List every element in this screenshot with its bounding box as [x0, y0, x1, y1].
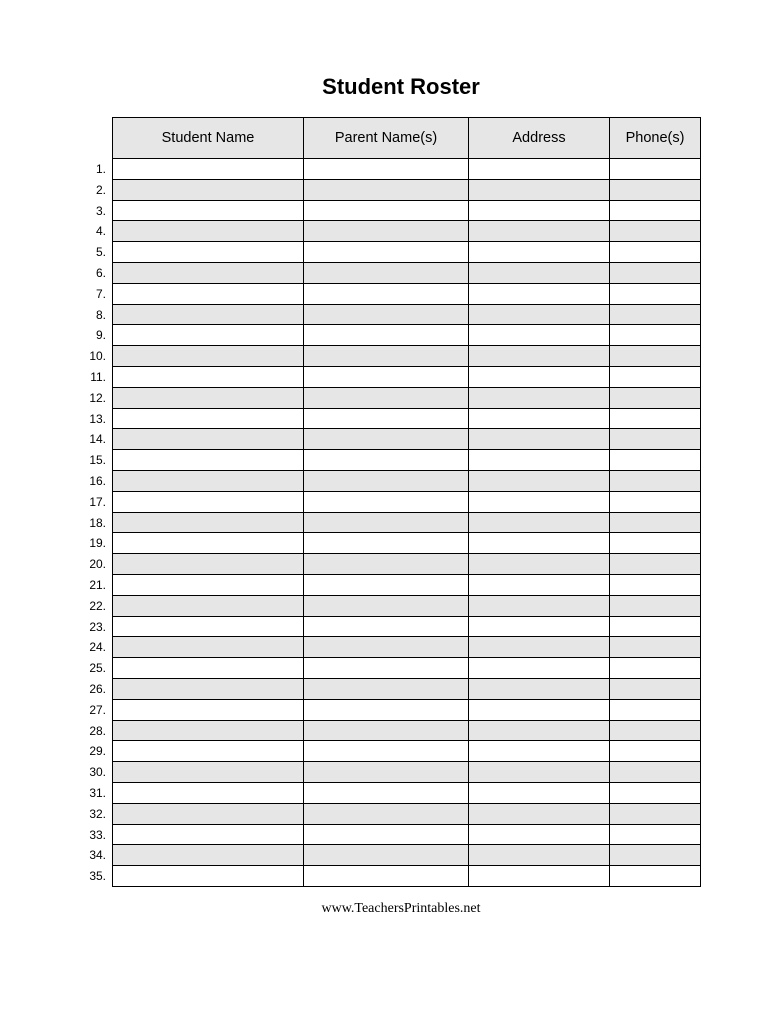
student-name-cell[interactable] [113, 658, 304, 679]
student-name-cell[interactable] [113, 533, 304, 554]
table-row [113, 491, 701, 512]
address-cell[interactable] [469, 574, 610, 595]
table-row [113, 262, 701, 283]
table-row [113, 803, 701, 824]
student-name-cell[interactable] [113, 470, 304, 491]
table-row [113, 741, 701, 762]
table-row [113, 533, 701, 554]
parent-names-cell[interactable] [304, 637, 469, 658]
phones-cell[interactable] [610, 159, 701, 180]
phones-cell[interactable] [610, 782, 701, 803]
table-row [113, 554, 701, 575]
address-cell[interactable] [469, 699, 610, 720]
row-number: 23. [89, 619, 106, 634]
student-name-cell[interactable] [113, 678, 304, 699]
phones-cell[interactable] [610, 616, 701, 637]
row-number: 14. [89, 432, 106, 447]
parent-names-cell[interactable] [304, 554, 469, 575]
address-cell[interactable] [469, 304, 610, 325]
student-name-cell[interactable] [113, 304, 304, 325]
column-header-student-name: Student Name [113, 118, 304, 159]
student-name-cell[interactable] [113, 554, 304, 575]
address-cell[interactable] [469, 637, 610, 658]
table-row [113, 616, 701, 637]
parent-names-cell[interactable] [304, 720, 469, 741]
table-row [113, 429, 701, 450]
address-cell[interactable] [469, 533, 610, 554]
phones-cell[interactable] [610, 554, 701, 575]
parent-names-cell[interactable] [304, 179, 469, 200]
address-cell[interactable] [469, 762, 610, 783]
address-cell[interactable] [469, 720, 610, 741]
address-cell[interactable] [469, 159, 610, 180]
parent-names-cell[interactable] [304, 470, 469, 491]
student-name-cell[interactable] [113, 366, 304, 387]
phones-cell[interactable] [610, 283, 701, 304]
address-cell[interactable] [469, 824, 610, 845]
table-row [113, 866, 701, 887]
roster-table [112, 117, 701, 887]
phones-cell[interactable] [610, 595, 701, 616]
row-number: 12. [89, 390, 106, 405]
roster-body [113, 159, 701, 887]
row-number: 15. [89, 453, 106, 468]
parent-names-cell[interactable] [304, 595, 469, 616]
parent-names-cell[interactable] [304, 762, 469, 783]
row-number: 16. [89, 473, 106, 488]
parent-names-cell[interactable] [304, 491, 469, 512]
parent-names-cell[interactable] [304, 782, 469, 803]
parent-names-cell[interactable] [304, 845, 469, 866]
row-number: 26. [89, 681, 106, 696]
row-number: 2. [95, 182, 106, 197]
table-row [113, 283, 701, 304]
table-row [113, 242, 701, 263]
address-cell[interactable] [469, 554, 610, 575]
phones-cell[interactable] [610, 512, 701, 533]
parent-names-cell[interactable] [304, 304, 469, 325]
parent-names-cell[interactable] [304, 574, 469, 595]
student-name-cell[interactable] [113, 387, 304, 408]
parent-names-cell[interactable] [304, 387, 469, 408]
parent-names-cell[interactable] [304, 242, 469, 263]
student-name-cell[interactable] [113, 699, 304, 720]
address-cell[interactable] [469, 616, 610, 637]
student-name-cell[interactable] [113, 803, 304, 824]
parent-names-cell[interactable] [304, 658, 469, 679]
phones-cell[interactable] [610, 262, 701, 283]
table-row [113, 637, 701, 658]
row-number: 8. [95, 307, 106, 322]
phones-cell[interactable] [610, 242, 701, 263]
table-row [113, 824, 701, 845]
page-title: Student Roster [322, 74, 480, 99]
phones-cell[interactable] [610, 803, 701, 824]
address-cell[interactable] [469, 470, 610, 491]
table-row [113, 304, 701, 325]
address-cell[interactable] [469, 221, 610, 242]
parent-names-cell[interactable] [304, 699, 469, 720]
address-cell[interactable] [469, 782, 610, 803]
address-cell[interactable] [469, 741, 610, 762]
row-number: 3. [95, 203, 106, 218]
student-name-cell[interactable] [113, 574, 304, 595]
phones-cell[interactable] [610, 762, 701, 783]
row-number-column [60, 159, 106, 887]
row-number: 27. [89, 702, 106, 717]
row-number: 34. [89, 848, 106, 863]
table-row [113, 387, 701, 408]
table-row [113, 221, 701, 242]
row-number: 30. [89, 765, 106, 780]
parent-names-cell[interactable] [304, 803, 469, 824]
table-row [113, 325, 701, 346]
row-number: 22. [89, 598, 106, 613]
phones-cell[interactable] [610, 824, 701, 845]
student-name-cell[interactable] [113, 429, 304, 450]
parent-names-cell[interactable] [304, 512, 469, 533]
row-number: 10. [89, 349, 106, 364]
table-row [113, 678, 701, 699]
footer-url: www.TeachersPrintables.net [321, 901, 481, 916]
row-number: 20. [89, 557, 106, 572]
row-number: 9. [95, 328, 106, 343]
phones-cell[interactable] [610, 491, 701, 512]
row-number: 4. [95, 224, 106, 239]
parent-names-cell[interactable] [304, 262, 469, 283]
phones-cell[interactable] [610, 200, 701, 221]
phones-cell[interactable] [610, 221, 701, 242]
parent-names-cell[interactable] [304, 741, 469, 762]
table-row [113, 762, 701, 783]
parent-names-cell[interactable] [304, 866, 469, 887]
address-cell[interactable] [469, 179, 610, 200]
student-name-cell[interactable] [113, 616, 304, 637]
student-name-cell[interactable] [113, 200, 304, 221]
column-header-phones: Phone(s) [610, 118, 701, 159]
address-cell[interactable] [469, 200, 610, 221]
phones-cell[interactable] [610, 179, 701, 200]
parent-names-cell[interactable] [304, 450, 469, 471]
address-cell[interactable] [469, 325, 610, 346]
address-cell[interactable] [469, 658, 610, 679]
address-cell[interactable] [469, 595, 610, 616]
student-name-cell[interactable] [113, 450, 304, 471]
row-number: 19. [89, 536, 106, 551]
phones-cell[interactable] [610, 304, 701, 325]
table-row [113, 179, 701, 200]
row-number: 25. [89, 661, 106, 676]
address-cell[interactable] [469, 283, 610, 304]
row-number: 29. [89, 744, 106, 759]
table-row [113, 470, 701, 491]
student-name-cell[interactable] [113, 283, 304, 304]
row-number: 28. [89, 723, 106, 738]
student-name-cell[interactable] [113, 408, 304, 429]
address-cell[interactable] [469, 387, 610, 408]
student-name-cell[interactable] [113, 512, 304, 533]
student-name-cell[interactable] [113, 824, 304, 845]
address-cell[interactable] [469, 803, 610, 824]
parent-names-cell[interactable] [304, 283, 469, 304]
column-header-parent-names: Parent Name(s) [304, 118, 469, 159]
parent-names-cell[interactable] [304, 325, 469, 346]
row-number: 32. [89, 806, 106, 821]
student-name-cell[interactable] [113, 346, 304, 367]
student-name-cell[interactable] [113, 242, 304, 263]
address-cell[interactable] [469, 491, 610, 512]
parent-names-cell[interactable] [304, 616, 469, 637]
row-number: 31. [89, 785, 106, 800]
parent-names-cell[interactable] [304, 200, 469, 221]
parent-names-cell[interactable] [304, 824, 469, 845]
phones-cell[interactable] [610, 387, 701, 408]
address-cell[interactable] [469, 242, 610, 263]
row-number: 6. [95, 265, 106, 280]
student-name-cell[interactable] [113, 159, 304, 180]
table-row [113, 845, 701, 866]
table-row [113, 574, 701, 595]
student-name-cell[interactable] [113, 179, 304, 200]
parent-names-cell[interactable] [304, 366, 469, 387]
row-number: 33. [89, 827, 106, 842]
row-number: 18. [89, 515, 106, 530]
address-cell[interactable] [469, 262, 610, 283]
phones-cell[interactable] [610, 408, 701, 429]
table-row [113, 159, 701, 180]
phones-cell[interactable] [610, 658, 701, 679]
phones-cell[interactable] [610, 845, 701, 866]
address-cell[interactable] [469, 512, 610, 533]
address-cell[interactable] [469, 845, 610, 866]
phones-cell[interactable] [610, 720, 701, 741]
table-row [113, 720, 701, 741]
address-cell[interactable] [469, 346, 610, 367]
phones-cell[interactable] [610, 574, 701, 595]
phones-cell[interactable] [610, 741, 701, 762]
student-name-cell[interactable] [113, 595, 304, 616]
student-name-cell[interactable] [113, 866, 304, 887]
parent-names-cell[interactable] [304, 346, 469, 367]
header-row [113, 118, 701, 159]
parent-names-cell[interactable] [304, 678, 469, 699]
student-name-cell[interactable] [113, 782, 304, 803]
phones-cell[interactable] [610, 346, 701, 367]
row-number: 11. [90, 369, 106, 384]
phones-cell[interactable] [610, 699, 701, 720]
student-name-cell[interactable] [113, 741, 304, 762]
table-row [113, 346, 701, 367]
address-cell[interactable] [469, 678, 610, 699]
student-name-cell[interactable] [113, 845, 304, 866]
table-row [113, 512, 701, 533]
parent-names-cell[interactable] [304, 533, 469, 554]
address-cell[interactable] [469, 366, 610, 387]
row-number: 7. [95, 286, 106, 301]
phones-cell[interactable] [610, 470, 701, 491]
phones-cell[interactable] [610, 678, 701, 699]
row-number: 17. [89, 494, 106, 509]
student-name-cell[interactable] [113, 491, 304, 512]
phones-cell[interactable] [610, 533, 701, 554]
parent-names-cell[interactable] [304, 408, 469, 429]
table-row [113, 408, 701, 429]
column-header-address: Address [469, 118, 610, 159]
table-row [113, 782, 701, 803]
student-name-cell[interactable] [113, 720, 304, 741]
address-cell[interactable] [469, 450, 610, 471]
row-number: 21. [89, 577, 106, 592]
parent-names-cell[interactable] [304, 429, 469, 450]
table-row [113, 699, 701, 720]
table-row [113, 595, 701, 616]
phones-cell[interactable] [610, 366, 701, 387]
address-cell[interactable] [469, 408, 610, 429]
student-name-cell[interactable] [113, 221, 304, 242]
student-name-cell[interactable] [113, 262, 304, 283]
table-row [113, 200, 701, 221]
address-cell[interactable] [469, 429, 610, 450]
table-row [113, 366, 701, 387]
parent-names-cell[interactable] [304, 221, 469, 242]
parent-names-cell[interactable] [304, 159, 469, 180]
phones-cell[interactable] [610, 866, 701, 887]
row-number: 1. [95, 162, 106, 176]
phones-cell[interactable] [610, 637, 701, 658]
row-number: 24. [89, 640, 106, 655]
row-number: 5. [95, 245, 106, 260]
address-cell[interactable] [469, 866, 610, 887]
phones-cell[interactable] [610, 325, 701, 346]
row-number: 13. [89, 411, 106, 426]
table-row [113, 658, 701, 679]
student-name-cell[interactable] [113, 325, 304, 346]
row-number: 35. [89, 869, 106, 884]
phones-cell[interactable] [610, 429, 701, 450]
phones-cell[interactable] [610, 450, 701, 471]
student-name-cell[interactable] [113, 762, 304, 783]
table-row [113, 450, 701, 471]
student-name-cell[interactable] [113, 637, 304, 658]
